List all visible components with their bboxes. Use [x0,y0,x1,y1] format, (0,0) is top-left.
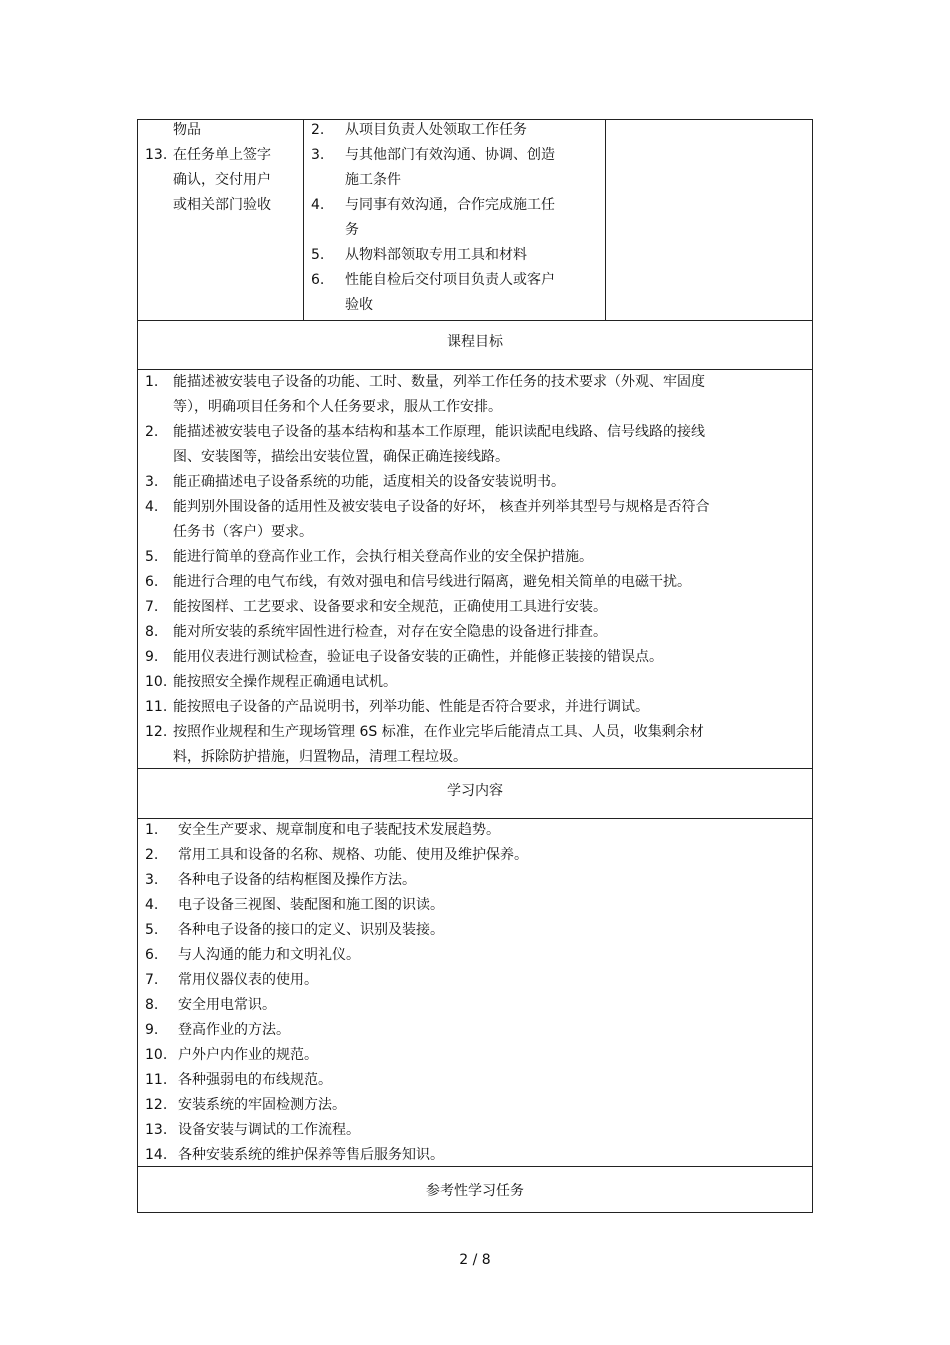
top-col2-line [311,195,555,215]
item-text: 按照作业规程和生产现场管理 6S 标准，在作业完毕后能清点工具、人员，收集剩余材 [173,724,704,740]
item-number: 11. [145,1072,168,1088]
item-number: 11. [145,699,168,715]
top-col1-line [145,170,271,190]
learning-content-item [145,920,444,940]
item-number: 3. [311,147,325,163]
item-text: 各种电子设备的接口的定义、识别及装接。 [178,922,444,938]
top-col2-line [311,220,359,240]
top-col1-line [145,145,271,165]
course-goal-line [145,597,607,617]
item-text: 能用仪表进行测试检查，验证电子设备安装的正确性，并能修正装接的错误点。 [173,649,663,665]
item-number: 5. [145,922,159,938]
item-text: 与同事有效沟通，合作完成施工任 [345,197,555,213]
course-goal-line [145,522,313,542]
learning-content-item [145,945,360,965]
top-col2-line [311,120,527,140]
row-divider [138,320,812,321]
section-title-course-goals: 课程目标 [447,334,503,350]
item-number: 8. [145,624,159,640]
course-goal-line [145,497,709,517]
item-text: 图、安装图等，描绘出安装位置，确保正确连接线路。 [173,449,509,465]
item-text: 等），明确项目任务和个人任务要求，服从工作安排。 [173,399,502,415]
item-number: 13. [145,147,168,163]
item-text: 与其他部门有效沟通、协调、创造 [345,147,555,163]
item-number: 1. [145,374,159,390]
item-text: 能进行简单的登高作业工作，会执行相关登高作业的安全保护措施。 [173,549,593,565]
curriculum-table [137,119,813,1213]
item-number: 5. [145,549,159,565]
top-col2-line [311,245,527,265]
course-goal-line [145,722,704,742]
item-text: 能按照安全操作规程正确通电试机。 [173,674,397,690]
learning-content-item [145,1095,346,1115]
item-text: 设备安装与调试的工作流程。 [178,1122,360,1138]
item-text: 验收 [345,297,373,313]
learning-content-item [145,1145,444,1165]
top-col1-line [145,195,271,215]
row-divider [138,768,812,769]
learning-content-item [145,970,318,990]
item-number: 7. [145,599,159,615]
item-text: 能按照电子设备的产品说明书，列举功能、性能是否符合要求，并进行调试。 [173,699,649,715]
item-text: 户外户内作业的规范。 [178,1047,318,1063]
top-col2-line [311,270,555,290]
item-number: 1. [145,822,159,838]
item-number: 6. [145,574,159,590]
item-text: 常用工具和设备的名称、规格、功能、使用及维护保养。 [178,847,528,863]
item-text: 务 [345,222,359,238]
item-number: 14. [145,1147,168,1163]
item-number: 2. [145,424,159,440]
top-col2-line [311,170,401,190]
item-text: 施工条件 [345,172,401,188]
item-text: 常用仪器仪表的使用。 [178,972,318,988]
item-text: 任务书（客户）要求。 [173,524,313,540]
course-goal-line [145,747,467,767]
learning-content-item [145,1120,360,1140]
learning-content-item [145,820,500,840]
item-text: 各种强弱电的布线规范。 [178,1072,332,1088]
item-text: 登高作业的方法。 [178,1022,290,1038]
column-divider [605,120,606,320]
course-goal-line [145,572,691,592]
section-title-learning-content: 学习内容 [447,783,503,799]
course-goal-line [145,472,565,492]
course-goal-line [145,547,593,567]
item-text: 电子设备三视图、装配图和施工图的识读。 [178,897,444,913]
learning-content-item [145,895,444,915]
item-number: 10. [145,1047,168,1063]
section-title-reference-tasks: 参考性学习任务 [426,1183,524,1199]
top-col2-line [311,145,555,165]
item-text: 或相关部门验收 [173,197,271,213]
course-goal-line [145,372,705,392]
item-text: 能描述被安装电子设备的基本结构和基本工作原理，能识读配电线路、信号线路的接线 [173,424,705,440]
item-text: 确认，交付用户 [173,172,271,188]
item-number: 2. [145,847,159,863]
item-text: 从项目负责人处领取工作任务 [345,122,527,138]
course-goal-line [145,622,607,642]
column-divider [303,120,304,320]
learning-content-item [145,845,528,865]
item-number: 4. [311,197,325,213]
course-goal-line [145,422,705,442]
item-text: 能对所安装的系统牢固性进行检查，对存在安全隐患的设备进行排查。 [173,624,607,640]
row-divider [138,1166,812,1167]
course-goal-line [145,397,502,417]
item-text: 各种电子设备的结构框图及操作方法。 [178,872,416,888]
item-text: 性能自检后交付项目负责人或客户 [345,272,555,288]
item-text: 与人沟通的能力和文明礼仪。 [178,947,360,963]
item-number: 2. [311,122,325,138]
item-text: 在任务单上签字 [173,147,271,163]
item-number: 6. [145,947,159,963]
item-text: 物品 [173,122,201,138]
item-number: 4. [145,499,159,515]
item-text: 各种安装系统的维护保养等售后服务知识。 [178,1147,444,1163]
item-text: 料，拆除防护措施，归置物品，清理工程垃圾。 [173,749,467,765]
item-number: 3. [145,474,159,490]
item-text: 安装系统的牢固检测方法。 [178,1097,346,1113]
learning-content-item [145,995,276,1015]
item-text: 能按图样、工艺要求、设备要求和安全规范，正确使用工具进行安装。 [173,599,607,615]
item-number: 7. [145,972,159,988]
item-number: 9. [145,649,159,665]
item-text: 从物料部领取专用工具和材料 [345,247,527,263]
item-text: 能描述被安装电子设备的功能、工时、数量，列举工作任务的技术要求（外观、牢固度 [173,374,705,390]
item-number: 8. [145,997,159,1013]
page-number: 2 / 8 [459,1252,491,1268]
item-number: 10. [145,674,168,690]
item-number: 3. [145,872,159,888]
item-number: 9. [145,1022,159,1038]
item-text: 能判别外围设备的适用性及被安装电子设备的好坏， 核查并列举其型号与规格是否符合 [173,499,710,515]
item-number: 4. [145,897,159,913]
row-divider [138,818,812,819]
item-number: 12. [145,724,168,740]
item-text: 能正确描述电子设备系统的功能，适度相关的设备安装说明书。 [173,474,565,490]
top-col2-line [311,295,373,315]
learning-content-item [145,1070,332,1090]
item-number: 12. [145,1097,168,1113]
course-goal-line [145,647,663,667]
learning-content-item [145,870,416,890]
item-number: 6. [311,272,325,288]
item-number: 5. [311,247,325,263]
item-number: 13. [145,1122,168,1138]
course-goal-line [145,697,649,717]
course-goal-line [145,447,509,467]
top-col1-line [145,120,201,140]
item-text: 安全生产要求、规章制度和电子装配技术发展趋势。 [178,822,500,838]
row-divider [138,369,812,370]
item-text: 安全用电常识。 [178,997,276,1013]
item-text: 能进行合理的电气布线，有效对强电和信号线进行隔离，避免相关简单的电磁干扰。 [173,574,691,590]
learning-content-item [145,1020,290,1040]
course-goal-line [145,672,397,692]
learning-content-item [145,1045,318,1065]
